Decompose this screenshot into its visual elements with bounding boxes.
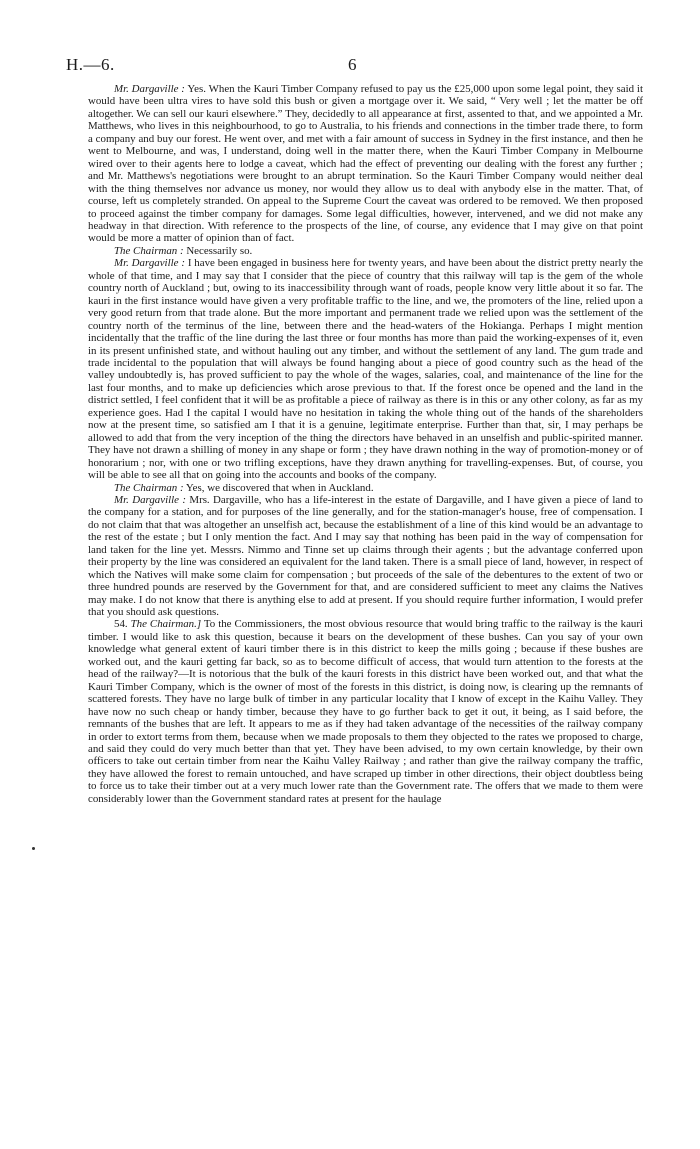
paragraph-1 — [88, 83, 643, 245]
paragraph-text: Mrs. Dargaville, who has a life-interest in the estate of Dargaville, and I have given a piece of land to the company for a station, and for purposes of the line generally, and for the station-manager's house, free of compensation. I do not claim that that was altogether an unselfish act, because the establishment of a line of this kind would be an advantage to the rest of the estate ; but I only mention the fact. And I may say that nothing has been paid in the way of compensation for land taken for the line yet. Messrs. Nimmo and Tinne set up claims through their agents ; but the advantage conferred upon their property by the line was considered an equivalent for the land taken. There is a small piece of land, however, in respect of which the Natives will make some claim for compensation ; but proceeds of the sale of the debentures to the extent of two or three hundred pounds are reserved by the Government for that, and are considered sufficient to meet any claims the Natives may make. I do not know that there is anything else to add at present. If you should require further information, I would prefer that you should ask questions. — [88, 493, 643, 619]
paragraph-5 — [88, 494, 643, 619]
paragraph-text: Yes, we discovered that when in Auckland. — [183, 481, 374, 494]
paragraph-text: I have been engaged in business here for twenty years, and have been about the district pretty nearly the whole of that time, and I may say that I consider that the piece of country that this railway will tap is the gem of the whole country north of Auckland ; but, owing to its inaccessibility through want of roads, people know very little about it so far. The kauri in the first instance would have given a very profitable traffic to the line, and we, the promoters of the line, relied upon a very good return from that trade alone. But the more important and permanent trade we relied upon was the settlement of the country north of the terminus of the line, between there and the head-waters of the Hokianga. Perhaps I might mention incidentally that the traffic of the line during the last three or four months has more than paid the working-expenses of it, even in its present unfinished state, and without hauling out any timber, and without the settlement of any land. The gum trade and trade incidental to the population that will always be found hanging about a piece of good country such as the head of the valley undoubtedly is, has proved sufficient to pay the whole of the wages, salaries, coal, and maintenance of the line for the last four months, and to make up deficiencies which arose previous to that. If the forest once be opened and the land in the district settled, I feel confident that it will be as profitable a piece of railway as there is in this or any other colony, as far as my experience goes. Had I the capital I would have no hesitation in taking the whole thing out of the hands of the shareholders now at the present time, so satisfied am I that it is a genuine, legitimate enterprise. Further than that, sir, I may perhaps be allowed to add that from the very inception of the thing the directors have behaved in an unselfish and public-spirited manner. They have not drawn a shilling of money in any shape or form ; they have drawn nothing in the way of promotion-money or of honorarium ; nor, with one or two trifling exceptions, have they drawn anything for travelling-expenses. But, of course, you will be able to see all that on going into the accounts and books of the company. — [88, 257, 643, 482]
document-reference: H.—6. — [66, 55, 115, 74]
speaker-label: Mr. Dargaville : — [114, 257, 185, 270]
page-number: 6 — [348, 55, 357, 74]
margin-dot — [32, 847, 35, 850]
speaker-label: The Chairman : — [114, 481, 184, 494]
paragraph-4 — [88, 482, 643, 494]
paragraph-text: To the Commissioners, the most obvious resource that would bring traffic to the railway is the kauri timber. I would like to ask this question, because it bears on the development of these bushes. Can you say of your own knowledge what general extent of kauri timber there is in this district to keep the mills going ; because if these bushes are worked out, and the kauri getting far back, so as to become difficult of access, that would turn attention to the forests at the head of the railway?—It is notorious that the bulk of the kauri forests in this district have been worked out, and that what the Kauri Timber Company, which is the owner of most of the forests in this district, is doing now, is clearing up the remnants of scattered forests. They have no large bulk of timber in any particular locality that I know of except in the Kaihu Valley. They have now no such cheap or handy timber, because they have to go further back to get it out, it being, as I said before, the remnants of the bushes that are left. It appears to me as if they had taken advantage of the necessities of the railway company in order to extort terms from them, because when we made proposals to them they objected to the rates we proposed to charge, and said they could do very much better than that yet. They have been advised, to my own certain knowledge, by their own officers to take out certain timber from near the Kaihu Valley Railway ; and rather than give the railway company the traffic, they have allowed the forest to remain untouched, and have scraped up timber in other directions, their object doubtless being to force us to take their timber out at a very much lower rate than the Government rate. The offers that we made to them were considerably lower than the Government standard rates at present for the haulage — [88, 618, 643, 805]
speaker-label: Mr. Dargaville : — [114, 83, 185, 95]
paragraph-6 — [88, 618, 643, 805]
speaker-label: Mr. Dargaville : — [114, 493, 186, 506]
body-text — [88, 83, 643, 805]
speaker-label: The Chairman : — [114, 244, 184, 257]
paragraph-text: Yes. When the Kauri Timber Company refused to pay us the £25,000 upon some legal point, they said it would have been ultra vires to have sold this bush or given a mortgage over it. We said, “ Very well ; let the matter be off altogether. We can sell our kauri elsewhere.” They, decidedly to all appearance at first, assented to that, and we appointed a Mr. Matthews, who lives in this neighbourhood, to go to Australia, to his friends and connections in the timber trade there, to form a company and buy our forest. He went over, and met with a fair amount of success in Sydney in the first instance, and then he went to Melbourne, and was, I understand, doing well in the matter there, when the Kauri Timber Company in Melbourne wired over to their agents here to lodge a caveat, which had the effect of preventing our dealing with the forest any further ; and Mr. Matthews's negotiations were brought to an abrupt termination. So the Kauri Timber Company would neither deal with the thing themselves nor advance us money, nor would they allow us to deal with anybody else in the matter. That, of course, left us completely stranded. On appeal to the Supreme Court the caveat was ordered to be removed. We then proposed to proceed against the timber company for damages. Some legal difficulties, however, intervened, and we did not make any headway in that direction. With reference to the prospects of the line, of course, any evidence that I may give on that point would be more a matter of opinion than of fact. — [88, 83, 643, 245]
paragraph-text: Necessarily so. — [183, 244, 253, 257]
page-header — [66, 55, 646, 77]
paragraph-2 — [88, 245, 643, 257]
speaker-label: The Chairman.] — [130, 618, 202, 631]
paragraph-3 — [88, 257, 643, 481]
paragraph-number: 54. — [114, 618, 131, 631]
